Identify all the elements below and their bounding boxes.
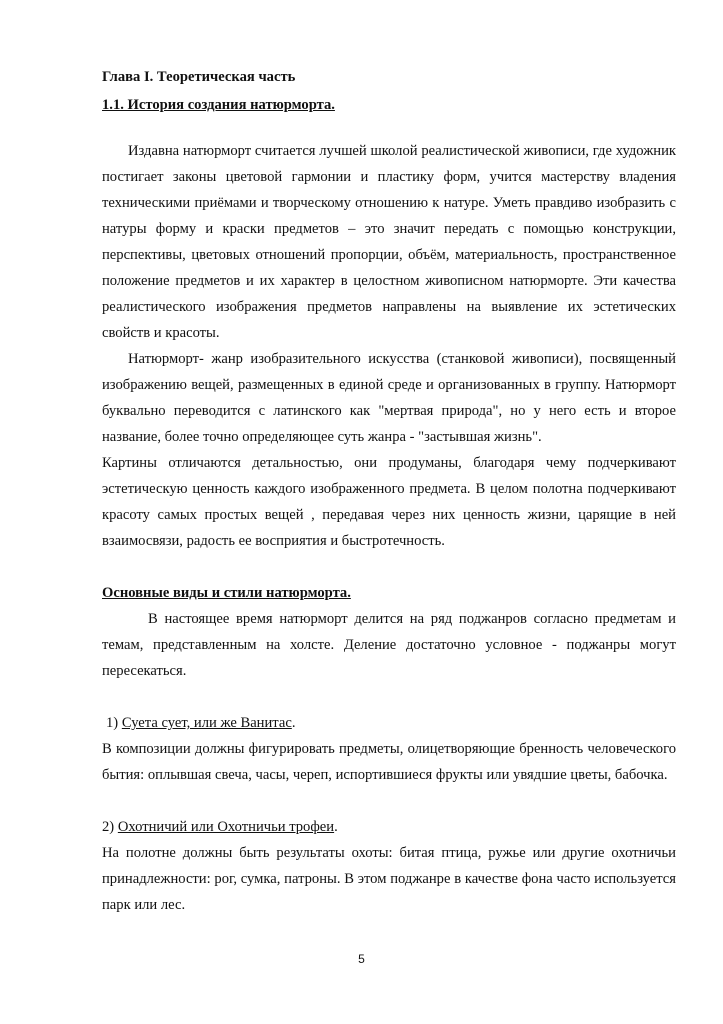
- paragraph-subgenres: В настоящее время натюрморт делится на ряд поджанров согласно предметам и темам, представленным на холсте. Деление достаточно условное - поджанры могут пересекаться.: [102, 611, 676, 679]
- list-item-vanitas-title: [102, 710, 676, 736]
- chapter-heading: Глава I. Теоретическая часть: [102, 69, 296, 85]
- list-item-title-end: .: [291, 715, 296, 731]
- paragraph-history-1: Издавна натюрморт считается лучшей школой реалистической живописи, где художник постигает законы цветовой гармонии и пластику форм, учится мастерству владения техническими приёмами и творческому отношению к натуре. Уметь правдиво изобразить с натуры форму и краски предметов – это значит передать с помощью конструкции, перспективы, цветовых отношений пропорции, объём, материальность, пространственное положение предметов и их характер в целостном живописном натюрморте. Эти качества реалистического изображения предметов направлены на выявление их эстетических свойств и красоты.: [102, 143, 676, 341]
- list-item-title-end: .: [334, 819, 338, 835]
- page-number: 5: [358, 952, 365, 966]
- list-item-number: 2): [102, 819, 115, 835]
- section-heading: 1.1. История создания натюрморта.: [102, 97, 335, 113]
- page-content: [102, 64, 676, 918]
- list-item-vanitas-text: В композиции должны фигурировать предметы, олицетворяющие бренность человеческого бытия: оплывшая свеча, часы, череп, испортившиеся фрукты или увядшие цветы, бабочка.: [102, 741, 676, 783]
- list-item-title: Охотничий или Охотничьи трофеи: [117, 819, 335, 835]
- list-item-title: Суета сует, или же Ванитас: [121, 715, 292, 731]
- list-item-number: 1): [106, 715, 119, 731]
- paragraph-definition: Натюрморт- жанр изобразительного искусства (станковой живописи), посвященный изображению вещей, размещенных в единой среде и организованных в группу. Натюрморт буквально переводится с латинского как "мертвая природа", но у него есть и второе название, более точно определяющее суть жанра - "застывшая жизнь".: [102, 351, 676, 445]
- list-item-hunting-title: [102, 814, 676, 840]
- list-item-hunting-text: На полотне должны быть результаты охоты: битая птица, ружье или другие охотничьи принадлежности: рог, сумка, патроны. В этом поджанре в качестве фона часто используется парк или лес.: [102, 845, 676, 913]
- paragraph-details: Картины отличаются детальностью, они продуманы, благодаря чему подчеркивают эстетическую ценность каждого изображенного предмета. В целом полотна подчеркивают красоту самых простых вещей , передавая через них ценность жизни, царящие в ней взаимосвязи, радость ее восприятия и быстротечность.: [102, 455, 676, 549]
- types-heading: Основные виды и стили натюрморта.: [102, 585, 351, 601]
